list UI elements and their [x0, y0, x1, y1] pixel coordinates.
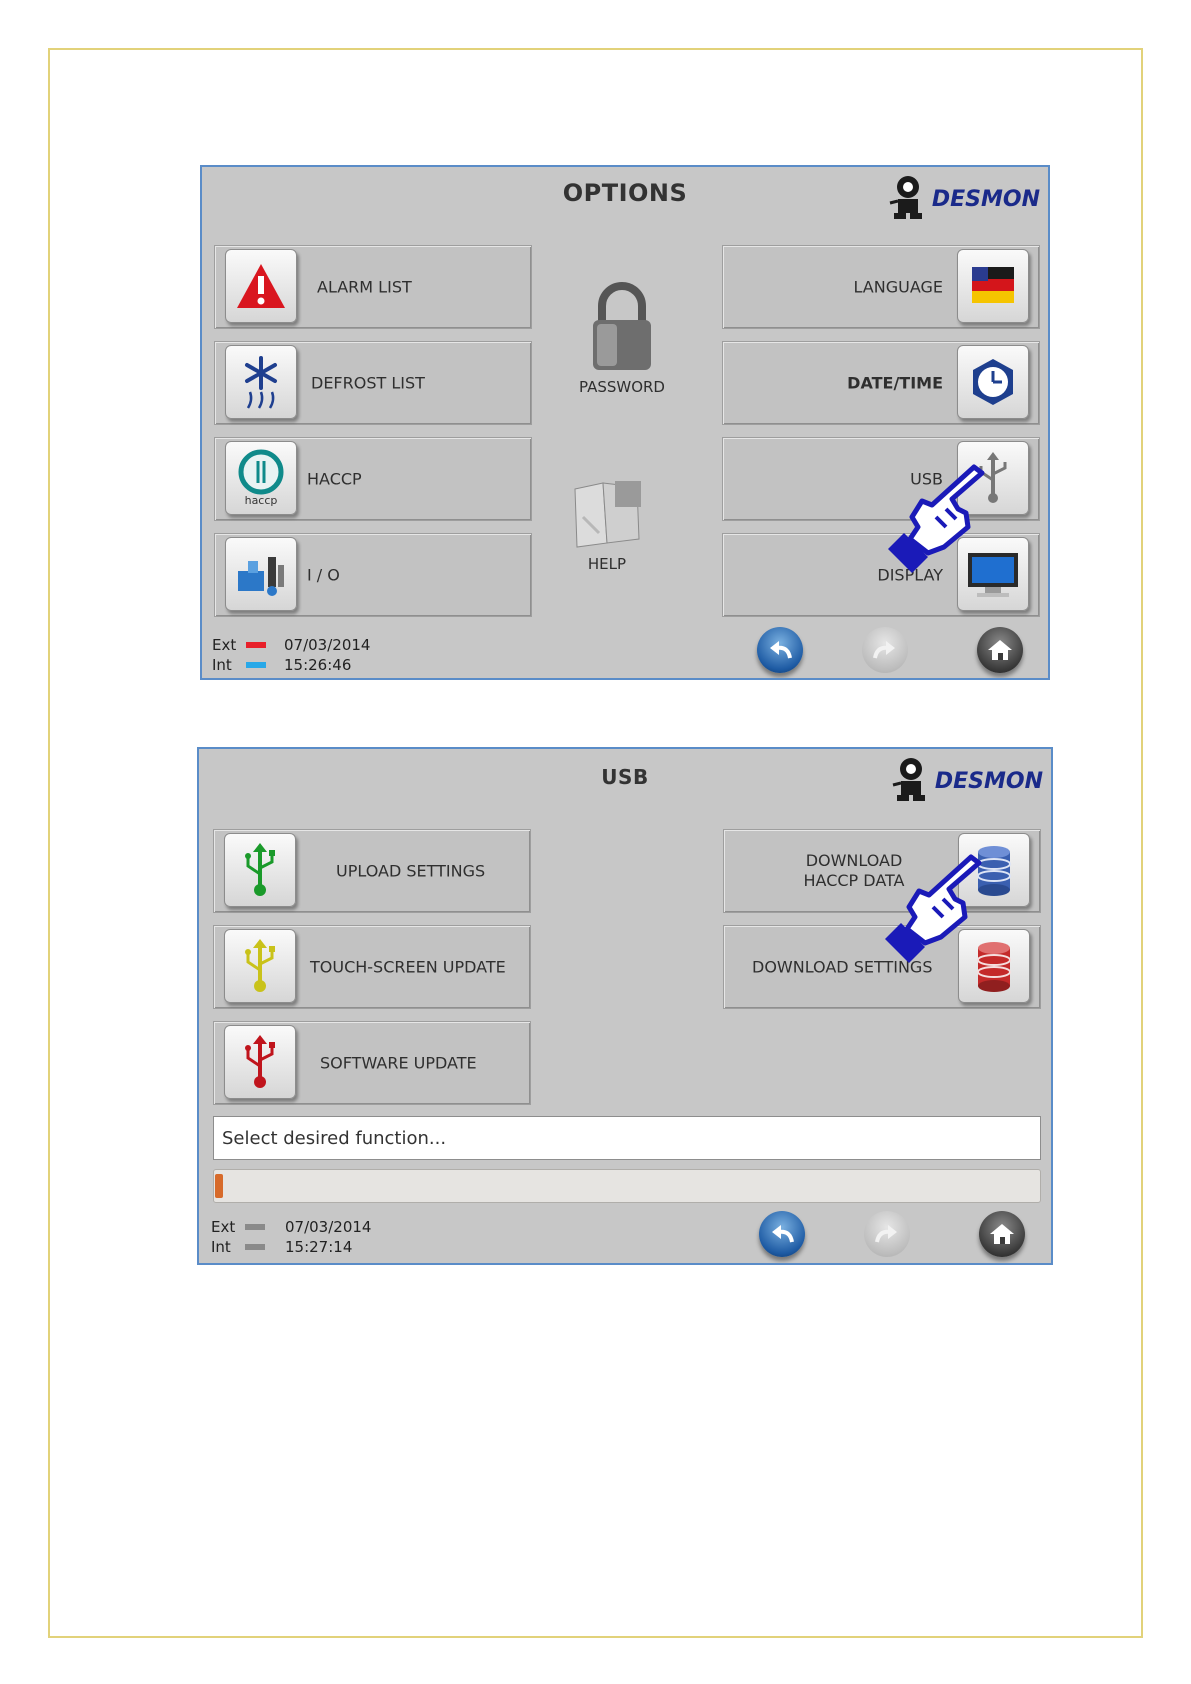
defrost-icon	[225, 345, 297, 419]
alarm-list-button[interactable]	[214, 245, 532, 329]
software-update-button[interactable]	[213, 1021, 531, 1105]
date-value: 07/03/2014	[285, 1218, 372, 1236]
password-label: PASSWORD	[578, 378, 665, 396]
back-arrow-icon	[768, 1222, 796, 1246]
brand-logo	[888, 173, 1040, 225]
help-label: HELP	[587, 555, 627, 573]
io-label: I / O	[307, 565, 340, 585]
mascot-icon	[891, 755, 931, 807]
int-label: Int	[212, 656, 232, 674]
forward-arrow-icon	[873, 1222, 901, 1246]
back-button[interactable]	[757, 627, 803, 673]
password-button[interactable]	[562, 282, 682, 396]
upload-settings-label: UPLOAD SETTINGS	[336, 861, 486, 881]
temperature-status	[211, 1217, 265, 1257]
date-time-button[interactable]	[722, 341, 1040, 425]
message-text: Select desired function...	[222, 1127, 447, 1149]
usb-red-icon	[224, 1025, 296, 1099]
download-haccp-line1: DOWNLOAD	[805, 851, 903, 870]
haccp-icon	[225, 441, 297, 515]
usb-green-icon	[224, 833, 296, 907]
padlock-icon	[587, 282, 657, 374]
int-indicator	[245, 1244, 265, 1250]
ext-label: Ext	[212, 636, 237, 654]
date-value: 07/03/2014	[284, 636, 371, 654]
flag-icon	[957, 249, 1029, 323]
int-label: Int	[211, 1238, 231, 1256]
usb-screen	[197, 747, 1053, 1265]
time-value: 15:26:46	[284, 656, 352, 674]
defrost-list-button[interactable]	[214, 341, 532, 425]
io-button[interactable]	[214, 533, 532, 617]
home-button[interactable]	[977, 627, 1023, 673]
home-icon	[989, 1222, 1015, 1246]
alarm-list-label: ALARM LIST	[317, 277, 412, 297]
int-indicator	[246, 662, 266, 668]
date-time-readout	[285, 1217, 371, 1257]
temperature-status	[212, 635, 266, 675]
screen-title: USB	[601, 765, 649, 789]
screen-title: OPTIONS	[562, 179, 688, 207]
home-button[interactable]	[979, 1211, 1025, 1257]
message-box	[213, 1116, 1041, 1160]
forward-button[interactable]	[862, 627, 908, 673]
clock-icon	[957, 345, 1029, 419]
pointer-hand-icon	[879, 847, 989, 967]
help-button[interactable]	[542, 477, 672, 573]
touch-screen-update-button[interactable]	[213, 925, 531, 1009]
progress-fill	[215, 1174, 223, 1198]
display-button[interactable]	[722, 533, 1040, 617]
language-button[interactable]	[722, 245, 1040, 329]
home-icon	[987, 638, 1013, 662]
upload-settings-button[interactable]	[213, 829, 531, 913]
download-haccp-line2: HACCP DATA	[803, 871, 905, 890]
usb-yellow-icon	[224, 929, 296, 1003]
warning-icon	[225, 249, 297, 323]
time-value: 15:27:14	[285, 1238, 353, 1256]
back-arrow-icon	[766, 638, 794, 662]
haccp-button[interactable]	[214, 437, 532, 521]
forward-button[interactable]	[864, 1211, 910, 1257]
date-time-label: DATE/TIME	[847, 373, 943, 393]
help-book-icon	[567, 477, 647, 551]
haccp-icon-text: haccp	[244, 494, 278, 507]
download-settings-label: DOWNLOAD SETTINGS	[752, 957, 933, 977]
back-button[interactable]	[759, 1211, 805, 1257]
brand-name: DESMON	[931, 186, 1040, 212]
touch-screen-update-label: TOUCH-SCREEN UPDATE	[310, 957, 506, 977]
haccp-label: HACCP	[307, 469, 362, 489]
ext-label: Ext	[211, 1218, 236, 1236]
progress-bar	[213, 1169, 1041, 1203]
date-time-readout	[284, 635, 370, 675]
forward-arrow-icon	[871, 638, 899, 662]
options-screen	[200, 165, 1050, 680]
pointer-hand-icon	[882, 457, 992, 577]
ext-indicator	[245, 1224, 265, 1230]
brand-name: DESMON	[934, 768, 1043, 794]
brand-logo	[891, 755, 1043, 807]
ext-indicator	[246, 642, 266, 648]
usb-button[interactable]	[722, 437, 1040, 521]
software-update-label: SOFTWARE UPDATE	[320, 1053, 477, 1073]
usb-label: USB	[910, 469, 943, 489]
language-label: LANGUAGE	[853, 277, 943, 297]
io-icon	[225, 537, 297, 611]
defrost-list-label: DEFROST LIST	[311, 373, 425, 393]
display-label: DISPLAY	[877, 565, 943, 585]
mascot-icon	[888, 173, 928, 225]
